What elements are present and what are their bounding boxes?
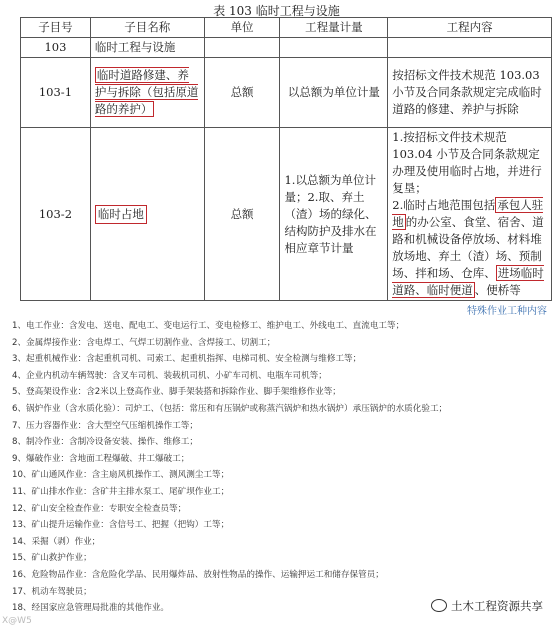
list-item: 1、电工作业：含发电、送电、配电工、变电运行工、变电检修工、维护电工、外线电工、直流电工等； [12, 321, 405, 331]
small-watermark: X@W5 [2, 616, 32, 626]
row2-name-cell [90, 128, 204, 301]
header-code: 子目号 [21, 18, 91, 38]
special-work-note: 特殊作业工种内容 [467, 306, 547, 317]
list-item: 17、机动车驾驶员； [12, 586, 92, 597]
header-content: 工程内容 [388, 18, 552, 38]
list-item: 14、采掘（剥）作业； [12, 536, 101, 547]
list-item: 9、爆破作业：含地面工程爆破、井工爆破工； [12, 453, 190, 464]
row2-name-highlight: 临时占地 [95, 205, 147, 224]
row2-content-road-highlight: 进场临时道路、临时便道 [392, 266, 544, 297]
row2-code: 103-2 [21, 128, 91, 301]
table-title: 表 103 临时工程与设施 [213, 4, 340, 18]
list-item: 12、矿山安全检查作业：专职安全检查员等； [12, 503, 187, 514]
list-item: 5、登高架设作业：含2米以上登高作业、脚手架装搭和拆除作业、脚手架维修作业等； [12, 387, 341, 398]
list-item: 18、经国家应急管理局批准的其他作业。 [12, 603, 170, 614]
header-name: 子目名称 [90, 18, 204, 38]
row0-code: 103 [21, 38, 91, 58]
row0-name: 临时工程与设施 [90, 38, 204, 58]
list-item: 7、压力容器作业：含大型空气压缩机操作工等； [12, 420, 198, 431]
row1-unit: 总额 [204, 58, 280, 128]
list-item: 6、锅炉作业（含水质化验）：司炉工、（包括：常压和有压锅炉或称蒸汽锅炉和热水锅炉）承压锅炉的水质化验工； [12, 403, 448, 414]
row1-name-highlight: 临时道路修建、养护与拆除（包括原道路的养护） [94, 68, 199, 116]
row1-name-cell [90, 58, 204, 128]
header-unit: 单位 [204, 18, 280, 38]
list-item: 15、矿山救护作业； [12, 553, 92, 564]
row2-content-2c: 的办公室、食堂、宿舍、道路和机械设备停放场、材料堆放场地、弃土（渣）场、预制场、拌和场、仓库、 [392, 215, 544, 280]
wechat-watermark [431, 598, 543, 614]
row2-content [388, 128, 552, 301]
watermark-text: 土木工程资源共享 [451, 599, 543, 613]
temporary-works-table [20, 17, 552, 301]
row2-content-contractor-highlight: 承包人驻地 [392, 198, 544, 229]
row1-content: 按招标文件技术规范 103.03 小节及合同条款规定完成临时道路的修建、养护与拆除 [388, 58, 552, 128]
row2-measure: 1.以总额为单位计量；2.取、弃土（渣）场的绿化、结构防护及排水在相应章节计量 [280, 128, 388, 301]
row2-unit: 总额 [204, 128, 280, 301]
row2-content-1: 1.按招标文件技术规范 103.04 小节及合同条款规定办理及使用临时占地，并进行复垦； [392, 130, 542, 195]
list-item: 4、企业内机动车辆驾驶：含叉车司机、装载机司机、小矿车司机、电瓶车司机等； [12, 370, 327, 381]
header-measure: 工程量计量 [280, 18, 388, 38]
row1-measure: 以总额为单位计量 [280, 58, 388, 128]
list-item: 10、矿山通风作业：含主扇风机操作工、测风测尘工等； [12, 470, 230, 481]
list-item: 11、矿山排水作业：含矿井主排水泵工、尾矿坝作业工； [12, 486, 230, 497]
row1-code: 103-1 [21, 58, 91, 128]
wechat-icon [431, 599, 447, 612]
row2-content-2a: 2.临时占地范围包括 [392, 198, 496, 212]
row2-content-2e: 、便桥等 [474, 283, 521, 297]
table-header-row [21, 18, 552, 38]
row0-measure [280, 38, 388, 58]
row0-content [388, 38, 552, 58]
list-item: 13、矿山提升运输作业：含信号工、把握（把钩）工等； [12, 520, 230, 531]
list-item: 3、起重机械作业：含起重机司机、司索工、起重机指挥、电梯司机、安全检测与维修工等； [12, 354, 362, 365]
table-row [21, 38, 552, 58]
list-item: 8、制冷作业：含制冷设备安装、操作、维修工； [12, 437, 198, 448]
row0-unit [204, 38, 280, 58]
table-row [21, 128, 552, 301]
list-item: 16、危险物品作业：含危险化学品、民用爆炸品、放射性物品的操作、运输押运工和储存保管员； [12, 569, 384, 580]
special-work-list [12, 318, 447, 617]
list-item: 2、金属焊接作业：含电焊工、气焊工切割作业、含焊接工、切割工； [12, 337, 276, 348]
table-row [21, 58, 552, 128]
